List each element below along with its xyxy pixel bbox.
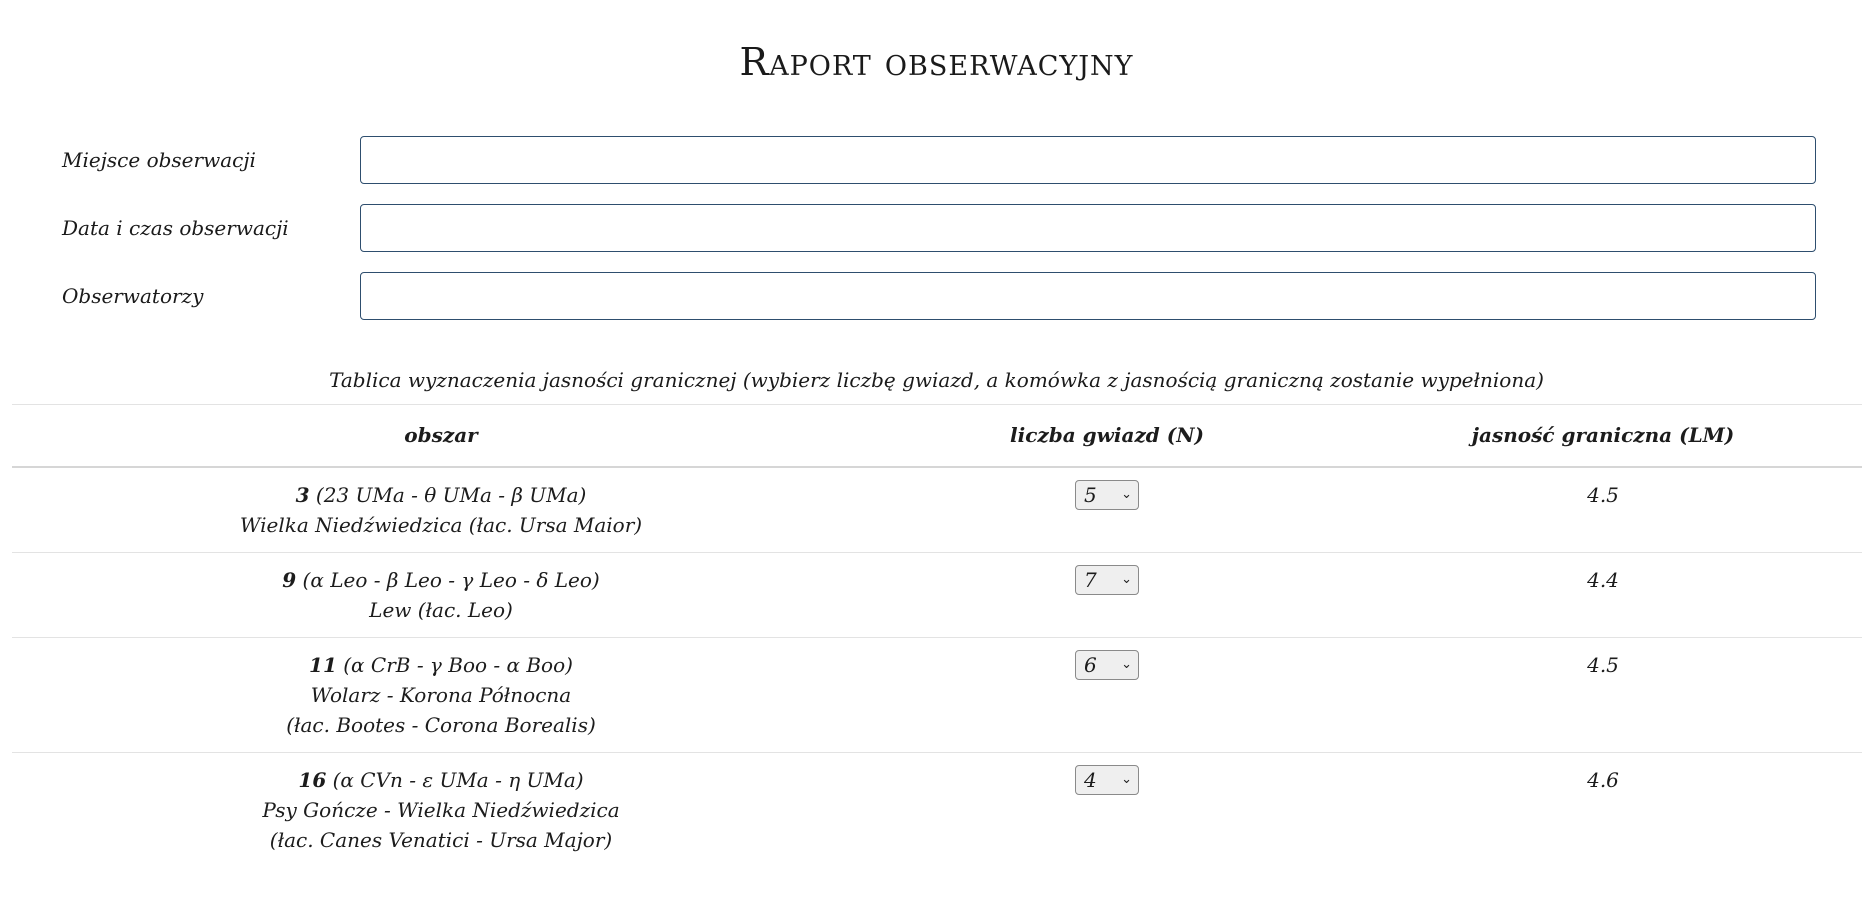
star-count-select[interactable] <box>1075 480 1139 510</box>
datetime-label: Data i czas obserwacji <box>62 216 289 240</box>
page-title: Raport obserwacyjny <box>739 40 1134 84</box>
area-number: 9 <box>282 567 297 592</box>
area-constellation: Wielka Niedźwiedzica (łac. Ursa Maior) <box>239 512 643 537</box>
chevron-down-icon: ⌄ <box>1121 571 1132 587</box>
datetime-row <box>62 204 1816 252</box>
area-constellation: Wolarz - Korona Północna <box>310 682 572 707</box>
star-count-cell <box>870 637 1344 752</box>
observers-row <box>62 272 1816 320</box>
place-label: Miejsce obserwacji <box>62 148 256 172</box>
area-stars: (α CVn - ε UMa - η UMa) <box>326 767 584 792</box>
area-stars: (α Leo - β Leo - γ Leo - δ Leo) <box>296 567 600 592</box>
star-count-cell <box>870 552 1344 637</box>
limiting-magnitude-cell: 4.4 <box>1344 552 1862 637</box>
area-latin-name: (łac. Canes Venatici - Ursa Major) <box>269 827 613 852</box>
star-count-select[interactable] <box>1075 765 1139 795</box>
table-row <box>12 552 1862 637</box>
chevron-down-icon: ⌄ <box>1121 771 1132 787</box>
place-input[interactable] <box>360 136 1816 184</box>
area-stars: (α CrB - γ Boo - α Boo) <box>336 652 573 677</box>
observers-label: Obserwatorzy <box>62 284 204 308</box>
header-star-count: liczba gwiazd (N) <box>870 405 1344 467</box>
limiting-magnitude-table <box>12 404 1862 867</box>
star-count-value: 6 <box>1084 652 1097 677</box>
table-caption: Tablica wyznaczenia jasności granicznej (wybierz liczbę gwiazd, a komówka z jasnością graniczną zostanie wypełniona) <box>329 368 1544 392</box>
table-row <box>12 467 1862 553</box>
area-stars: (23 UMa - θ UMa - β UMa) <box>309 482 587 507</box>
area-cell <box>12 467 870 553</box>
table-header-row <box>12 405 1862 467</box>
star-count-value: 5 <box>1084 482 1097 507</box>
table-row <box>12 637 1862 752</box>
area-cell <box>12 637 870 752</box>
limiting-magnitude-cell: 4.5 <box>1344 637 1862 752</box>
chevron-down-icon: ⌄ <box>1121 486 1132 502</box>
area-constellation: Psy Gończe - Wielka Niedźwiedzica <box>262 797 620 822</box>
datetime-input[interactable] <box>360 204 1816 252</box>
area-number: 11 <box>309 652 337 677</box>
observers-input[interactable] <box>360 272 1816 320</box>
area-constellation: Lew (łac. Leo) <box>369 597 513 622</box>
limiting-magnitude-cell: 4.6 <box>1587 767 1619 792</box>
star-count-cell <box>870 752 1344 867</box>
observation-form <box>62 136 1816 340</box>
table-row <box>12 752 1862 867</box>
star-count-select[interactable] <box>1075 565 1139 595</box>
area-latin-name: (łac. Bootes - Corona Borealis) <box>286 712 596 737</box>
place-row <box>62 136 1816 184</box>
area-number: 16 <box>298 767 327 792</box>
star-count-value: 4 <box>1084 767 1097 792</box>
area-number: 3 <box>295 482 310 507</box>
header-area: obszar <box>12 405 870 467</box>
area-cell <box>12 552 870 637</box>
limiting-magnitude-cell: 4.5 <box>1344 467 1862 553</box>
area-cell <box>12 752 870 867</box>
star-count-cell <box>870 467 1344 553</box>
header-limiting-magnitude: jasność graniczna (LM) <box>1344 405 1862 467</box>
chevron-down-icon: ⌄ <box>1121 656 1132 672</box>
star-count-value: 7 <box>1084 567 1097 592</box>
star-count-select[interactable] <box>1075 650 1139 680</box>
